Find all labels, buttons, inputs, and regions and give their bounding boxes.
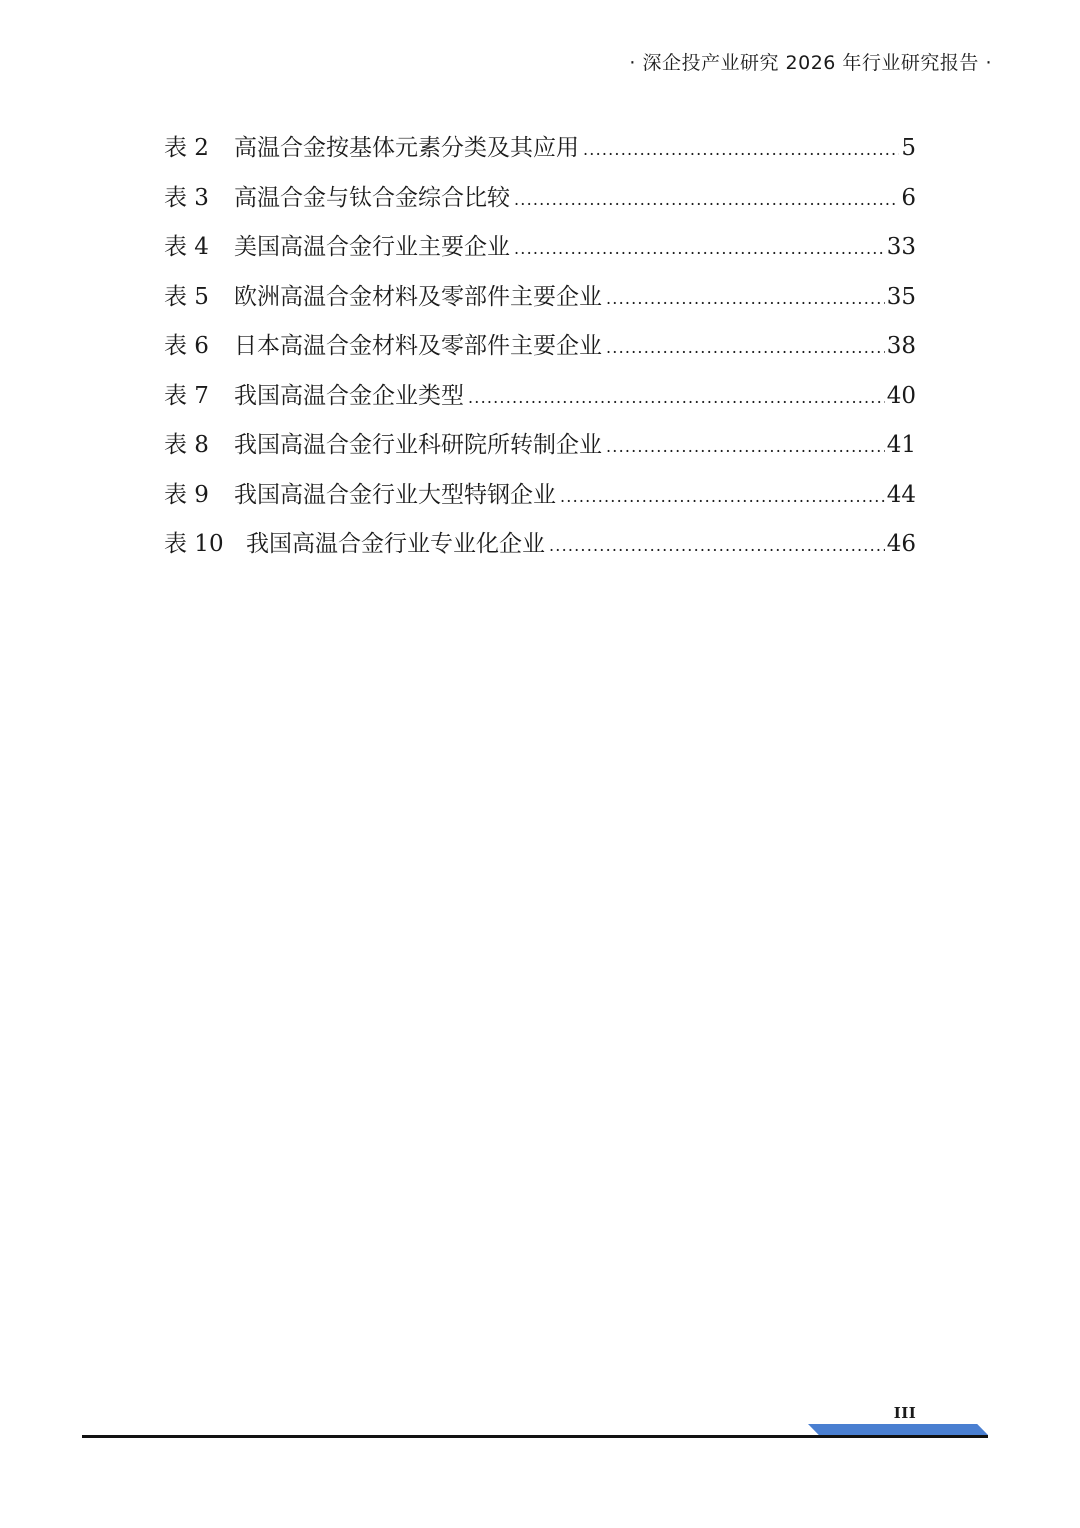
- toc-entry[interactable]: [164, 223, 916, 273]
- toc-entry-page: 6: [901, 184, 916, 211]
- toc-dot-leader: [606, 422, 885, 472]
- toc-entry[interactable]: [164, 372, 916, 422]
- toc-entry-title: 我国高温合金行业专业化企业: [246, 531, 545, 557]
- toc-dot-leader: [583, 125, 899, 175]
- toc-entry-page: 40: [886, 382, 916, 409]
- footer-accent-bar: [808, 1424, 988, 1435]
- toc-entry-label: 表 4: [164, 234, 209, 260]
- toc-entry-page: 35: [886, 283, 916, 310]
- toc-entry[interactable]: [164, 421, 916, 471]
- toc-entry-page: 44: [886, 481, 916, 508]
- toc-dot-leader: [560, 472, 885, 522]
- toc-entry-title: 我国高温合金行业大型特钢企业: [234, 481, 556, 508]
- toc-entry[interactable]: [164, 124, 916, 174]
- toc-entry-title: 欧洲高温合金材料及零部件主要企业: [234, 283, 602, 310]
- toc-entry-title: 高温合金与钛合金综合比较: [234, 184, 510, 211]
- toc-entry-page: 38: [886, 333, 916, 359]
- toc-dot-leader: [514, 224, 885, 274]
- toc-entry-title: 高温合金按基体元素分类及其应用: [234, 135, 579, 161]
- toc-entry-page: 46: [886, 531, 916, 557]
- toc-entry-label: 表 9: [164, 481, 209, 508]
- toc-entry-label: 表 2: [164, 135, 209, 161]
- running-header: · 深企投产业研究 2026 年行业研究报告 ·: [629, 52, 992, 74]
- toc-entry[interactable]: [164, 273, 916, 323]
- toc-dot-leader: [468, 373, 885, 423]
- toc-entry-page: 5: [901, 135, 916, 161]
- toc-entry-label: 表 10: [164, 531, 224, 557]
- toc-entry[interactable]: [164, 520, 916, 570]
- toc-dot-leader: [606, 274, 885, 324]
- footer-rule: [82, 1435, 988, 1438]
- toc-entry-label: 表 6: [164, 333, 209, 359]
- toc-entry-title: 日本高温合金材料及零部件主要企业: [234, 333, 602, 359]
- toc-entry-page: 41: [886, 432, 916, 458]
- toc-entry-label: 表 8: [164, 432, 209, 458]
- toc-entry-label: 表 7: [164, 382, 209, 409]
- toc-entry[interactable]: [164, 471, 916, 521]
- toc-entry-label: 表 3: [164, 184, 209, 211]
- toc-entry[interactable]: [164, 174, 916, 224]
- toc-dot-leader: [606, 323, 885, 373]
- table-of-tables: [164, 124, 916, 570]
- toc-entry-title: 我国高温合金行业科研院所转制企业: [234, 432, 602, 458]
- toc-dot-leader: [549, 521, 885, 571]
- toc-entry-label: 表 5: [164, 283, 209, 310]
- page-number: III: [893, 1404, 917, 1422]
- toc-entry[interactable]: [164, 322, 916, 372]
- toc-dot-leader: [514, 175, 899, 225]
- toc-entry-page: 33: [886, 234, 916, 260]
- toc-entry-title: 我国高温合金企业类型: [234, 382, 464, 409]
- toc-entry-title: 美国高温合金行业主要企业: [234, 234, 510, 260]
